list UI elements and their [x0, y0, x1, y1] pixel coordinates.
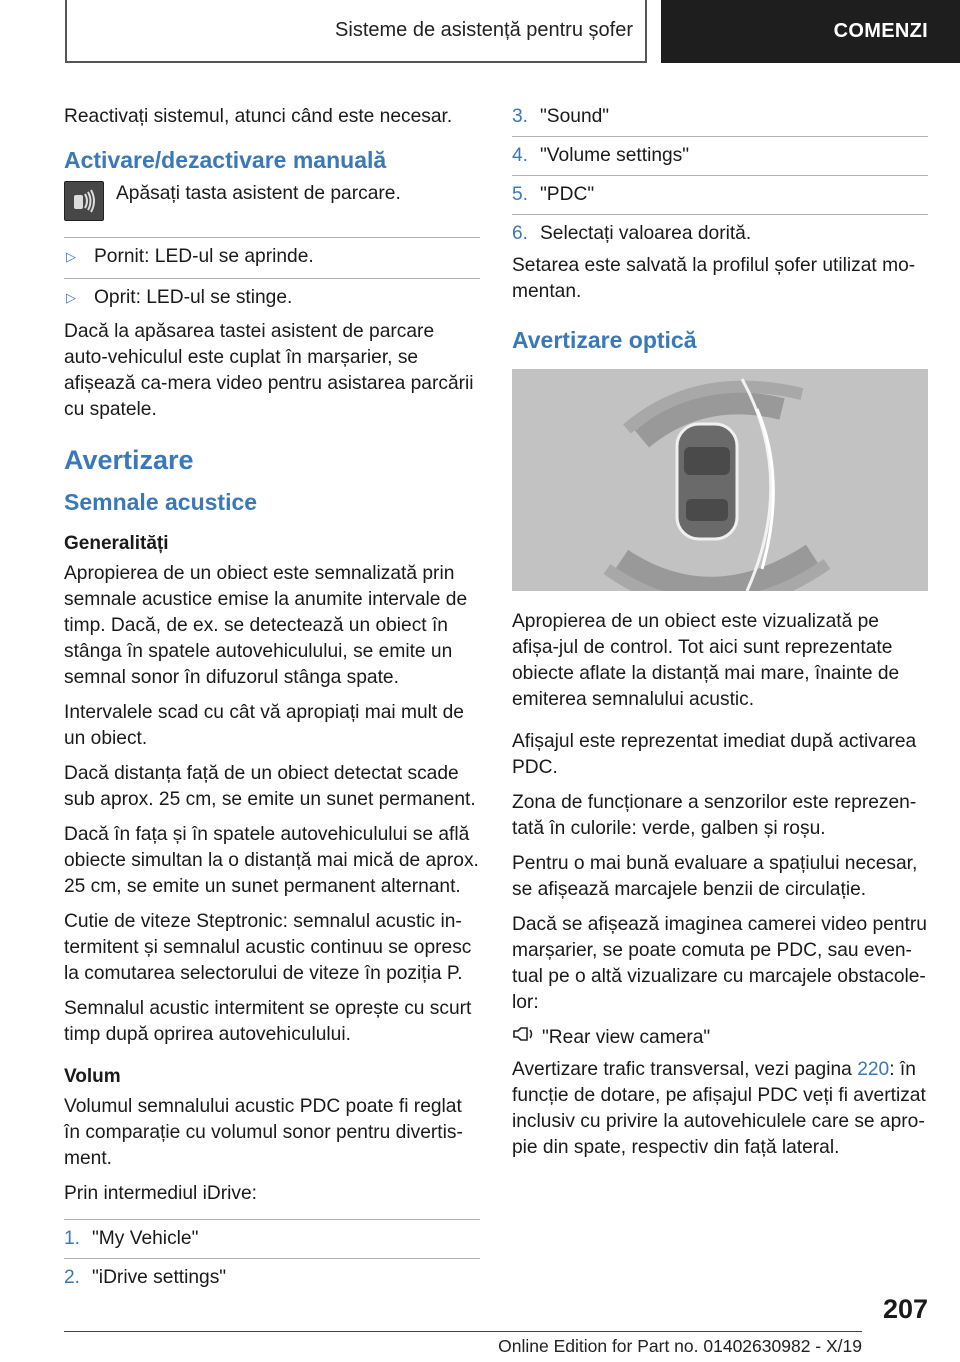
step-text: "Volume settings" [540, 145, 690, 166]
menu-item-line [512, 1025, 928, 1051]
bullet-item [64, 285, 480, 311]
divider [64, 237, 480, 238]
edition-text: Online Edition for Part no. 01402630982 - X/19 [498, 1336, 862, 1356]
footer-divider [64, 1331, 862, 1332]
step-text: "PDC" [540, 184, 595, 205]
general-heading: Generalități [64, 533, 169, 554]
pdc-illustration [512, 369, 928, 591]
bullet-text: Pornit: LED-ul se aprinde. [94, 246, 314, 267]
paragraph: Semnalul acustic intermitent se oprește cu scurt timp după oprirea autovehiculului. [64, 998, 472, 1045]
step-item [512, 104, 928, 130]
volume-text: Volumul semnalului acustic PDC poate fi reglat în comparație cu volumul sonor pentru divertis-ment. [64, 1096, 463, 1169]
acoustic-heading: Semnale acustice [64, 489, 258, 515]
paragraph: Dacă în fața și în spatele autovehiculului se află obiecte simultan la o distanță mai mică de aprox. 25 cm, se emite un sunet permanent alternant. [64, 824, 479, 897]
bullet-item [64, 244, 480, 270]
rear-view-camera-icon [512, 1025, 542, 1051]
divider [64, 1219, 480, 1220]
page-link[interactable]: 220 [857, 1059, 890, 1080]
paragraph: Dacă distanța față de un obiect detectat scade sub aprox. 25 cm, se emite un sunet permanent. [64, 763, 476, 810]
cross-traffic-post: : în funcție de dotare, pe afișajul PDC veți fi avertizat inclusiv cu privire la autovehiculele care se apro-pie din spate, respectiv din față lateral. [512, 1059, 926, 1158]
paragraph: Apropierea de un obiect este vizualizată pe afișa-jul de control. Tot aici sunt reprezentate obiecte aflate la distanță mai mare, înainte de emiterea semnalului acustic. [512, 611, 900, 710]
divider [512, 214, 928, 215]
warning-heading: Avertizare [64, 445, 194, 475]
paragraph: Cutie de viteze Steptronic: semnalul acustic in-termitent și semnalul acustic continuu se opresc la comutarea selectorului de viteze în poziția P. [64, 911, 472, 984]
volume-heading: Volum [64, 1066, 121, 1087]
intro-text: Reactivați sistemul, atunci când este necesar. [64, 106, 453, 127]
paragraph: Apropierea de un obiect este semnalizată prin semnale acustice emise la anumite intervale de timp. Dacă, de ex. se detectează un obiect în stânga în spatele autovehiculului, se emite un semnal sonor în difuzorul stânga spate. [64, 563, 468, 688]
step-item [64, 1265, 480, 1291]
step-item [64, 1226, 480, 1252]
step-number: 3. [512, 106, 529, 127]
manual-heading: Activare/dezactivare manuală [64, 147, 387, 173]
divider [512, 136, 928, 137]
step-number: 1. [64, 1228, 81, 1249]
right-column [512, 104, 928, 1170]
park-assist-button-row [64, 181, 480, 221]
step-number: 5. [512, 184, 529, 205]
idrive-text: Prin intermediul iDrive: [64, 1183, 257, 1204]
paragraph: Pentru o mai bună evaluare a spațiului necesar, se afișează marcajele benzii de circulație. [512, 853, 918, 900]
triangle-icon: ▷ [66, 249, 76, 264]
cross-traffic-pre: Avertizare trafic transversal, vezi pagina [512, 1059, 852, 1080]
menu-item-text: "Rear view camera" [542, 1027, 711, 1048]
left-column [64, 104, 480, 1297]
triangle-icon: ▷ [66, 290, 76, 305]
paragraph: Intervalele scad cu cât vă apropiați mai mult de un obiect. [64, 702, 464, 749]
step-item [512, 221, 928, 247]
step-text: "My Vehicle" [92, 1228, 199, 1249]
chapter-title: COMENZI [661, 0, 960, 63]
button-instruction: Apăsați tasta asistent de parcare. [116, 183, 401, 204]
divider [64, 1258, 480, 1259]
divider [512, 175, 928, 176]
saved-text: Setarea este salvată la profilul șofer utilizat mo-mentan. [512, 255, 916, 302]
divider [64, 278, 480, 279]
step-number: 6. [512, 223, 529, 244]
section-title: Sisteme de asistență pentru șofer [65, 0, 647, 63]
page-header [0, 0, 960, 66]
paragraph: Zona de funcționare a senzorilor este reprezen-tată în culorile: verde, galben și roșu. [512, 792, 917, 839]
optical-heading: Avertizare optică [512, 327, 697, 353]
step-text: "iDrive settings" [92, 1267, 227, 1288]
step-item [512, 143, 928, 169]
step-text: "Sound" [540, 106, 610, 127]
step-number: 4. [512, 145, 529, 166]
reverse-note: Dacă la apăsarea tastei asistent de parcare auto-vehiculul este cuplat în marșarier, se afișează ca-mera video pentru asistarea parcării cu spatele. [64, 321, 474, 420]
page-number: 207 [882, 1294, 928, 1324]
cross-traffic-text [512, 1057, 928, 1161]
paragraph: Dacă se afișează imaginea camerei video pentru marșarier, se poate comuta pe PDC, sau even-tual pe o altă vizualizare cu marcajele obstacole-lor: [512, 914, 927, 1013]
step-item [512, 182, 928, 208]
park-assist-button-icon [64, 181, 104, 221]
step-text: Selectați valoarea dorită. [540, 223, 752, 244]
step-number: 2. [64, 1267, 81, 1288]
bullet-text: Oprit: LED-ul se stinge. [94, 287, 293, 308]
paragraph: Afișajul este reprezentat imediat după activarea PDC. [512, 731, 917, 778]
